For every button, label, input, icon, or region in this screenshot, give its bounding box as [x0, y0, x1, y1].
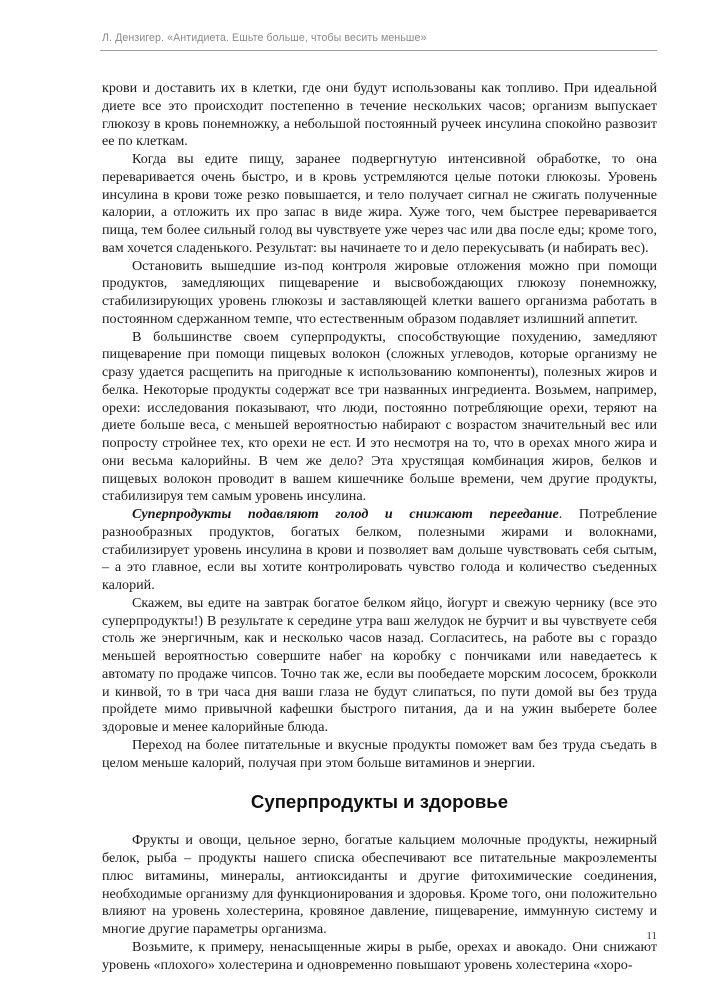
paragraph: Остановить вышедшие из-под контроля жировые отложения можно при помощи продуктов, замедляющих пищеварение и высвобождающих глюкозу понемножку, стабилизирующих уровень глюкозы и заставляющей клетки вашего организма работать в постоянном сдержанном темпе, что естественным образом подавляет излишний аппетит. — [102, 257, 657, 327]
emphasis-paragraph — [102, 506, 657, 595]
paragraph: Фрукты и овощи, цельное зерно, богатые кальцием молочные продукты, нежирный белок, рыба – продукты нашего списка обеспечивают все питательные макроэлементы плюс витамины, минералы, антиоксиданты и другие фитохимические соединения, необходимые организму для функционирования и здоровья. Кроме того, они положительно влияют на уровень холестерина, кровяное давление, пищеварение, иммунную систему и многие другие параметры организма. — [102, 832, 657, 937]
running-header: Л. Дензигер. «Антидиета. Ешьте больше, чтобы весить меньше» — [102, 32, 427, 44]
emphasis-lead: Суперпродукты подавляют голод и снижают переедание — [132, 506, 559, 522]
paragraph: Переход на более питательные и вкусные продукты поможет вам без труда съедать в целом меньше калорий, получая при этом больше витаминов и энергии. — [102, 736, 657, 771]
section-heading: Суперпродукты и здоровье — [250, 791, 509, 813]
page-body — [102, 80, 657, 974]
paragraph: Скажем, вы едите на завтрак богатое белком яйцо, йогурт и свежую чернику (все это суперпродукты!) В результате к середине утра ваш желудок не бурчит и вы чувствуете себя столь же энергичным, как и несколько часов назад. Согласитесь, на работе вы с гораздо меньшей вероятностью совершите набег на коробку с пончиками или наведаетесь к автомату по продаже чипсов. Точно так же, если вы пообедаете морским лососем, брокколи и кинвой, то в три часа дня ваши глаза не будут слипаться, по пути домой вы без труда пройдете мимо привычной кафешки быстрого питания, да и на ужин выберете более здоровые и менее калорийные блюда. — [102, 594, 657, 735]
page-number: 11 — [646, 930, 657, 942]
paragraph: Когда вы едите пищу, заранее подвергнутую интенсивной обработке, то она переваривается очень быстро, и в кровь устремляются целые потоки глюкозы. Уровень инсулина в крови тоже резко повышается, и тело получает сигнал не сжигать полученные калории, а отложить их про запас в виде жира. Хуже того, чем быстрее переваривается пища, тем более сильный голод вы чувствуете уже через час или два после еды; кроме того, вам хочется сладенького. Результат: вы начинаете то и дело перекусывать (и набирать вес). — [102, 151, 657, 256]
paragraph: Возьмите, к примеру, ненасыщенные жиры в рыбе, орехах и авокадо. Они снижают уровень «плохого» холестерина и одновременно повышают уровень холестерина «хоро- — [102, 938, 657, 973]
emphasis-rest: . Потребление разнообразных продуктов, богатых белком, полезными жирами и волокнами, стабилизирует уровень инсулина в крови и позволяет вам дольше чувствовать себя сытым, – а это главное, если вы хотите контролировать чувство голода и количество съеденных калорий. — [102, 506, 658, 593]
paragraph: В большинстве своем суперпродукты, способствующие похудению, замедляют пищеварение при помощи пищевых волокон (сложных углеводов, которые организму не сразу удается расщепить на пригодные к использованию компоненты), полезных жиров и белка. Некоторые продукты содержат все три названных ингредиента. Возьмем, например, орехи: исследования показывают, что люди, постоянно потребляющие орехи, теряют на диете больше веса, с меньшей вероятностью набирают с возрастом значительный вес или попросту стройнее тех, кто орехи не ест. И это несмотря на то, что в орехах много жира и они весьма калорийны. В чем же дело? Эта хрустящая комбинация жиров, белков и пищевых волокон проводит в вашем кишечнике больше времени, чем другие продукты, стабилизируя тем самым уровень инсулина. — [102, 328, 657, 505]
paragraph-continuation: крови и доставить их в клетки, где они будут использованы как топливо. При идеальной диете все это происходит постепенно в течение нескольких часов; организм выпускает глюкозу в кровь понемножку, а небольшой постоянный ручеек инсулина спокойно развозит ее по клеткам. — [102, 80, 657, 150]
header-divider — [100, 50, 657, 51]
